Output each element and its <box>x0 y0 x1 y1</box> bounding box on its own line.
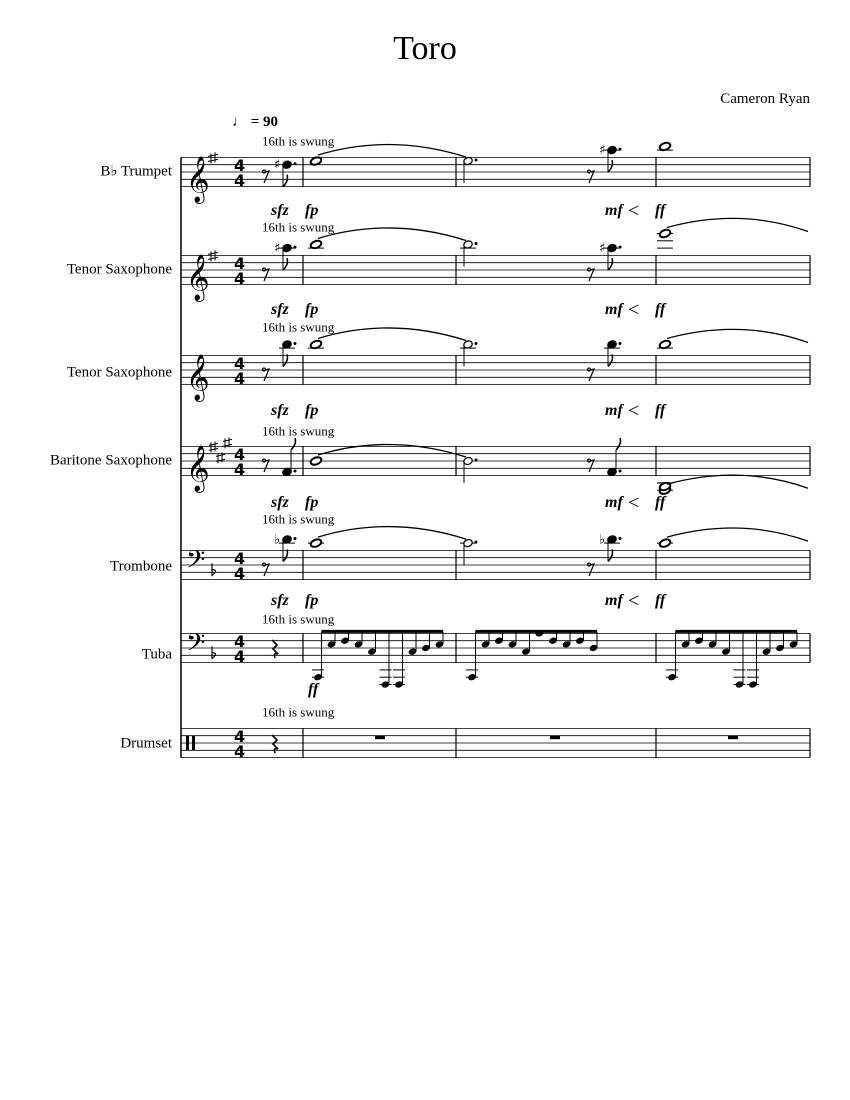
sharp-icon: ♯ <box>274 241 281 257</box>
crescendo-hairpin: < <box>628 590 640 612</box>
dynamic-marking: fp <box>305 301 319 318</box>
instrument-label: Tuba <box>141 646 172 663</box>
dynamic-marking: sfz <box>271 592 289 609</box>
treble-clef-icon: 𝄞 <box>186 254 210 301</box>
instrument-label: Tenor Saxophone <box>66 261 172 278</box>
swing-marking: 16th is swung <box>262 219 335 235</box>
sharp-icon: ♯ <box>274 157 281 173</box>
time-signature-bottom: 4 <box>234 269 246 288</box>
time-signature-bottom: 4 <box>234 460 246 479</box>
dynamic-marking: sfz <box>271 202 289 219</box>
crescendo-hairpin: < <box>628 400 640 422</box>
flat-icon: ♭ <box>599 532 606 548</box>
dynamic-marking: mf <box>605 494 623 511</box>
dynamic-marking: sfz <box>271 494 289 511</box>
swing-marking: 16th is swung <box>262 511 335 527</box>
treble-clef-icon: 𝄞 <box>186 156 210 203</box>
dynamic-marking: fp <box>305 402 319 419</box>
dynamic-marking: mf <box>605 402 623 419</box>
composer: Cameron Ryan <box>720 91 810 107</box>
dynamic-marking: fp <box>305 494 319 511</box>
time-signature-top: 4 <box>234 727 246 746</box>
tempo-value: = 90 <box>250 114 279 130</box>
swing-marking: 16th is swung <box>262 319 335 335</box>
sharp-icon: ♯ <box>599 143 606 159</box>
treble-clef-icon: 𝄞 <box>186 354 210 401</box>
time-signature-bottom: 4 <box>234 171 246 190</box>
swing-marking: 16th is swung <box>262 611 335 627</box>
dynamic-marking: sfz <box>271 402 289 419</box>
dynamic-marking: sfz <box>271 301 289 318</box>
time-signature-bottom: 4 <box>234 564 246 583</box>
swing-marking: 16th is swung <box>262 133 335 149</box>
instrument-label: Tenor Saxophone <box>66 364 172 381</box>
dynamic-marking: ff <box>655 402 666 419</box>
time-signature-bottom: 4 <box>234 742 246 761</box>
treble-clef-icon: 𝄞 <box>186 445 210 492</box>
dynamic-marking: fp <box>305 202 319 219</box>
time-signature-bottom: 4 <box>234 369 246 388</box>
instrument-label: B♭ Trumpet <box>100 163 172 180</box>
crescendo-hairpin: < <box>628 200 640 222</box>
quarter-note-icon: ♩ <box>232 114 247 130</box>
dynamic-marking: ff <box>308 681 319 698</box>
time-signature-bottom: 4 <box>234 647 246 666</box>
time-signature-top: 4 <box>234 254 246 273</box>
dynamic-marking: mf <box>605 301 623 318</box>
dynamic-marking: fp <box>305 592 319 609</box>
instrument-label: Drumset <box>120 735 172 752</box>
time-signature-top: 4 <box>234 156 246 175</box>
dynamic-marking: ff <box>655 494 666 511</box>
instrument-label: Trombone <box>110 558 172 575</box>
swing-marking: 16th is swung <box>262 704 335 720</box>
time-signature-top: 4 <box>234 549 246 568</box>
time-signature-top: 4 <box>234 632 246 651</box>
instrument-label: Baritone Saxophone <box>49 452 172 469</box>
crescendo-hairpin: < <box>628 492 640 514</box>
time-signature-top: 4 <box>234 445 246 464</box>
bass-clef-icon: 𝄢 <box>186 545 206 581</box>
dynamic-marking: mf <box>605 592 623 609</box>
time-signature-top: 4 <box>234 354 246 373</box>
dynamic-marking: ff <box>655 592 666 609</box>
bass-clef-icon: 𝄢 <box>186 628 206 664</box>
crescendo-hairpin: < <box>628 299 640 321</box>
score-title: Toro <box>393 30 457 67</box>
dynamic-marking: ff <box>655 202 666 219</box>
dynamic-marking: ff <box>655 301 666 318</box>
dynamic-marking: mf <box>605 202 623 219</box>
flat-icon: ♭ <box>274 532 281 548</box>
sharp-icon: ♯ <box>599 241 606 257</box>
swing-marking: 16th is swung <box>262 423 335 439</box>
